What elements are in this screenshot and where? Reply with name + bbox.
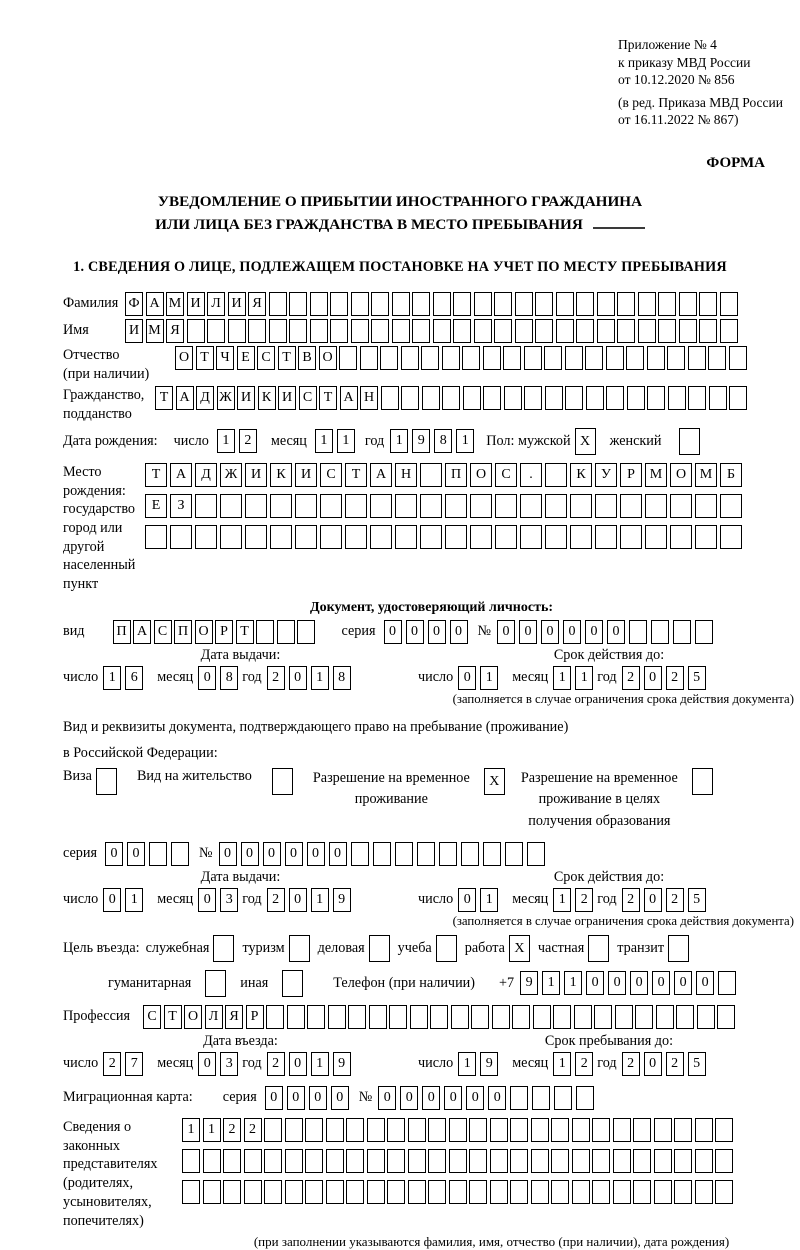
resid-number-label: № [198, 845, 213, 862]
migration-series-label: серия [222, 1089, 257, 1106]
purpose-tourism-label: туризм [242, 939, 285, 956]
doc-issued-month[interactable]: 0 8 [198, 666, 242, 690]
doc-series-label: серия [341, 623, 376, 640]
appendix-line: Приложение № 4 [618, 37, 717, 52]
purpose-business-checkbox[interactable] [369, 935, 390, 962]
doc-issued-day[interactable]: 1 6 [103, 666, 147, 690]
temp-residence-edu-label: Разрешение на временное проживание в целях получения образования [520, 770, 678, 829]
form-title [0, 190, 800, 237]
doc-number-field[interactable]: 0 0 0 0 0 0 [497, 620, 717, 644]
purpose-row2 [108, 970, 800, 997]
resid-issued-day[interactable]: 0 1 [103, 888, 147, 912]
stay-day[interactable]: 1 9 [458, 1052, 502, 1076]
resid-valid-month[interactable]: 1 2 [553, 888, 597, 912]
form-title-line2: ИЛИ ЛИЦА БЕЗ ГРАЖДАНСТВА В МЕСТО ПРЕБЫВАНИЯ [155, 216, 583, 234]
purpose-study-label: учеба [397, 939, 432, 956]
doc-number-label: № [477, 623, 492, 640]
resid-issued-month[interactable]: 0 3 [198, 888, 242, 912]
profession-row [63, 1005, 800, 1029]
stay-month[interactable]: 1 2 [553, 1052, 597, 1076]
visa-checkbox[interactable] [96, 768, 117, 795]
citizenship-field[interactable]: Т А Д Ж И К И С Т А Н [155, 386, 750, 410]
birth-month-field[interactable]: 1 1 [315, 429, 359, 453]
appendix-header [618, 36, 800, 129]
purpose-tourism-checkbox[interactable] [289, 935, 310, 962]
patronymic-row [63, 346, 800, 383]
entry-year[interactable]: 2 0 1 9 [267, 1052, 355, 1076]
birth-place-row1-field[interactable]: Т А Д Ж И К И С Т А Н П О С . К У Р М О М Б [145, 463, 745, 487]
birth-place-block [63, 463, 800, 594]
temp-residence-checkbox[interactable]: X [484, 768, 505, 795]
entry-dates-row: число 2 7 месяц 0 3 год 2 0 1 9 число 1 9 месяц 1 2 год 2 0 2 5 [63, 1052, 800, 1076]
resid-series-field[interactable]: 0 0 [105, 842, 193, 866]
entry-month[interactable]: 0 3 [198, 1052, 242, 1076]
purpose-other-checkbox[interactable] [282, 970, 303, 997]
purpose-row [63, 935, 800, 962]
residence-permit-checkbox[interactable] [272, 768, 293, 795]
migration-series-field[interactable]: 0 0 0 0 [265, 1086, 353, 1110]
doc-dates-headers [63, 647, 800, 664]
visa-option [63, 768, 117, 795]
patronymic-label: Отчество (при наличии) [63, 346, 150, 382]
migration-number-field[interactable]: 0 0 0 0 0 0 [378, 1086, 598, 1110]
name-row [63, 319, 800, 343]
identity-doc-heading: Документ, удостоверяющий личность: [309, 599, 554, 615]
resid-valid-header: Срок действия до: [553, 868, 665, 885]
validity-note-2: (заполняется в случае ограничения срока действия документа) [452, 913, 794, 928]
purpose-official-checkbox[interactable] [213, 935, 234, 962]
visa-label: Виза [63, 768, 92, 785]
birth-date-row [63, 428, 800, 455]
surname-field[interactable]: Ф А М И Л И Я [125, 292, 740, 316]
residence-permit-option [137, 768, 293, 795]
doc-valid-year[interactable]: 2 0 2 5 [622, 666, 710, 690]
purpose-humanitarian-checkbox[interactable] [205, 970, 226, 997]
sex-female-checkbox[interactable] [679, 428, 700, 455]
stay-until-header: Срок пребывания до: [544, 1032, 674, 1049]
birth-place-label: Место рождения: государство город или другой населенный пункт [63, 463, 136, 593]
migration-card-row [63, 1086, 800, 1110]
resid-doc-intro: Вид и реквизиты документа, подтверждающего право на пребывание (проживание) в Российской Федерации: [63, 718, 569, 761]
residence-permit-label: Вид на жительство [136, 768, 252, 785]
doc-series-field[interactable]: 0 0 0 0 [384, 620, 472, 644]
day-label: число [173, 432, 209, 449]
surname-label: Фамилия [63, 295, 119, 312]
temp-residence-edu-option [521, 768, 713, 832]
purpose-label: Цель въезда: [63, 939, 140, 956]
purpose-transit-label: транзит [617, 939, 665, 956]
representatives-note: (при заполнении указываются фамилия, имя, отчество (при наличии), дата рождения) [253, 1234, 730, 1250]
doc-valid-header: Срок действия до: [553, 646, 665, 663]
form-label: ФОРМА [706, 154, 765, 171]
resid-valid-year[interactable]: 2 0 2 5 [622, 888, 710, 912]
birth-place-row3-field[interactable] [145, 525, 745, 549]
citizenship-label: Гражданство, подданство [63, 387, 145, 423]
resid-series-label: серия [63, 845, 97, 862]
birth-day-field[interactable]: 1 2 [217, 429, 261, 453]
purpose-work-label: работа [464, 939, 505, 956]
birth-year-field[interactable]: 1 9 8 1 [390, 429, 478, 453]
sex-male-label: Пол: мужской [486, 432, 571, 449]
representatives-label: Сведения о законных представителях (родителях, усыновителях, попечителях) [63, 1118, 158, 1229]
resid-doc-options [63, 768, 800, 832]
surname-row [63, 292, 800, 316]
citizenship-row [63, 386, 800, 423]
purpose-business-label: деловая [317, 939, 365, 956]
phone-prefix: +7 [498, 974, 515, 991]
phone-label: Телефон (при наличии) [333, 974, 475, 991]
birth-date-label: Дата рождения: [63, 432, 158, 449]
migration-number-label: № [358, 1089, 373, 1106]
purpose-other-label: иная [240, 974, 269, 991]
stay-year[interactable]: 2 0 2 5 [622, 1052, 710, 1076]
patronymic-field[interactable]: О Т Ч Е С Т В О [175, 346, 749, 370]
purpose-private-label: частная [537, 939, 585, 956]
appendix-line: от 10.12.2020 № 856 [618, 72, 735, 88]
resid-dates-headers [63, 869, 800, 886]
phone-field[interactable]: 9 1 1 0 0 0 0 0 0 [520, 971, 740, 995]
doc-valid-day[interactable]: 0 1 [458, 666, 502, 690]
name-label: Имя [63, 322, 89, 339]
entry-dates-headers [63, 1033, 800, 1050]
resid-issued-year[interactable]: 2 0 1 9 [267, 888, 355, 912]
resid-series-row [63, 842, 800, 866]
sex-female-label: женский [609, 432, 662, 449]
purpose-study-checkbox[interactable] [436, 935, 457, 962]
purpose-official-label: служебная [145, 939, 210, 956]
migration-card-label: Миграционная карта: [63, 1089, 193, 1106]
representatives-row3-field[interactable] [182, 1180, 736, 1204]
doc-issued-year[interactable]: 2 0 1 8 [267, 666, 355, 690]
representatives-row1-field[interactable]: 1 1 2 2 [182, 1118, 736, 1142]
entry-day[interactable]: 2 7 [103, 1052, 147, 1076]
temp-residence-label: Разрешение на временное проживание [312, 770, 470, 808]
name-field[interactable]: И М Я [125, 319, 740, 343]
resid-dates-row: число 0 1 месяц 0 3 год 2 0 1 9 число 0 1 месяц 1 2 год 2 0 2 5 [63, 888, 800, 912]
section1-heading: 1. СВЕДЕНИЯ О ЛИЦЕ, ПОДЛЕЖАЩЕМ ПОСТАНОВКЕ НА УЧЕТ ПО МЕСТУ ПРЕБЫВАНИЯ [73, 258, 727, 275]
appendix-line: к приказу МВД России [618, 54, 751, 70]
form-title-line1: УВЕДОМЛЕНИЕ О ПРИБЫТИИ ИНОСТРАННОГО ГРАЖДАНИНА [157, 192, 643, 210]
entry-date-header: Дата въезда: [203, 1032, 278, 1049]
birth-place-row2-field[interactable]: Е З [145, 494, 745, 518]
resid-valid-day[interactable]: 0 1 [458, 888, 502, 912]
representatives-block [63, 1118, 800, 1230]
appendix-line: от 16.11.2022 № 867) [618, 112, 739, 128]
resid-number-field[interactable]: 0 0 0 0 0 0 [219, 842, 549, 866]
temp-residence-edu-checkbox[interactable] [692, 768, 713, 795]
title-blank-underline [593, 227, 645, 229]
purpose-transit-checkbox[interactable] [668, 935, 689, 962]
profession-label: Профессия [63, 1008, 130, 1025]
profession-field[interactable]: С Т О Л Я Р [143, 1005, 738, 1029]
doc-dates-row: число 1 6 месяц 0 8 год 2 0 1 8 число 0 1 месяц 1 1 год 2 0 2 5 [63, 666, 800, 690]
validity-note: (заполняется в случае ограничения срока действия документа) [452, 691, 794, 706]
doc-type-field[interactable]: П А С П О Р Т [113, 620, 318, 644]
representatives-row2-field[interactable] [182, 1149, 736, 1173]
resid-issued-header: Дата выдачи: [200, 868, 281, 885]
month-label: месяц [270, 432, 307, 449]
appendix-line: (в ред. Приказа МВД России [618, 94, 783, 110]
temp-residence-option [313, 768, 505, 811]
purpose-humanitarian-label: гуманитарная [108, 974, 192, 991]
year-label: год [364, 432, 385, 449]
purpose-work-checkbox[interactable]: X [509, 935, 530, 962]
doc-type-label: вид [63, 623, 85, 640]
doc-issued-header: Дата выдачи: [200, 646, 281, 663]
purpose-private-checkbox[interactable] [588, 935, 609, 962]
sex-male-checkbox[interactable]: X [575, 428, 596, 455]
identity-doc-row [63, 620, 800, 644]
doc-valid-month[interactable]: 1 1 [553, 666, 597, 690]
